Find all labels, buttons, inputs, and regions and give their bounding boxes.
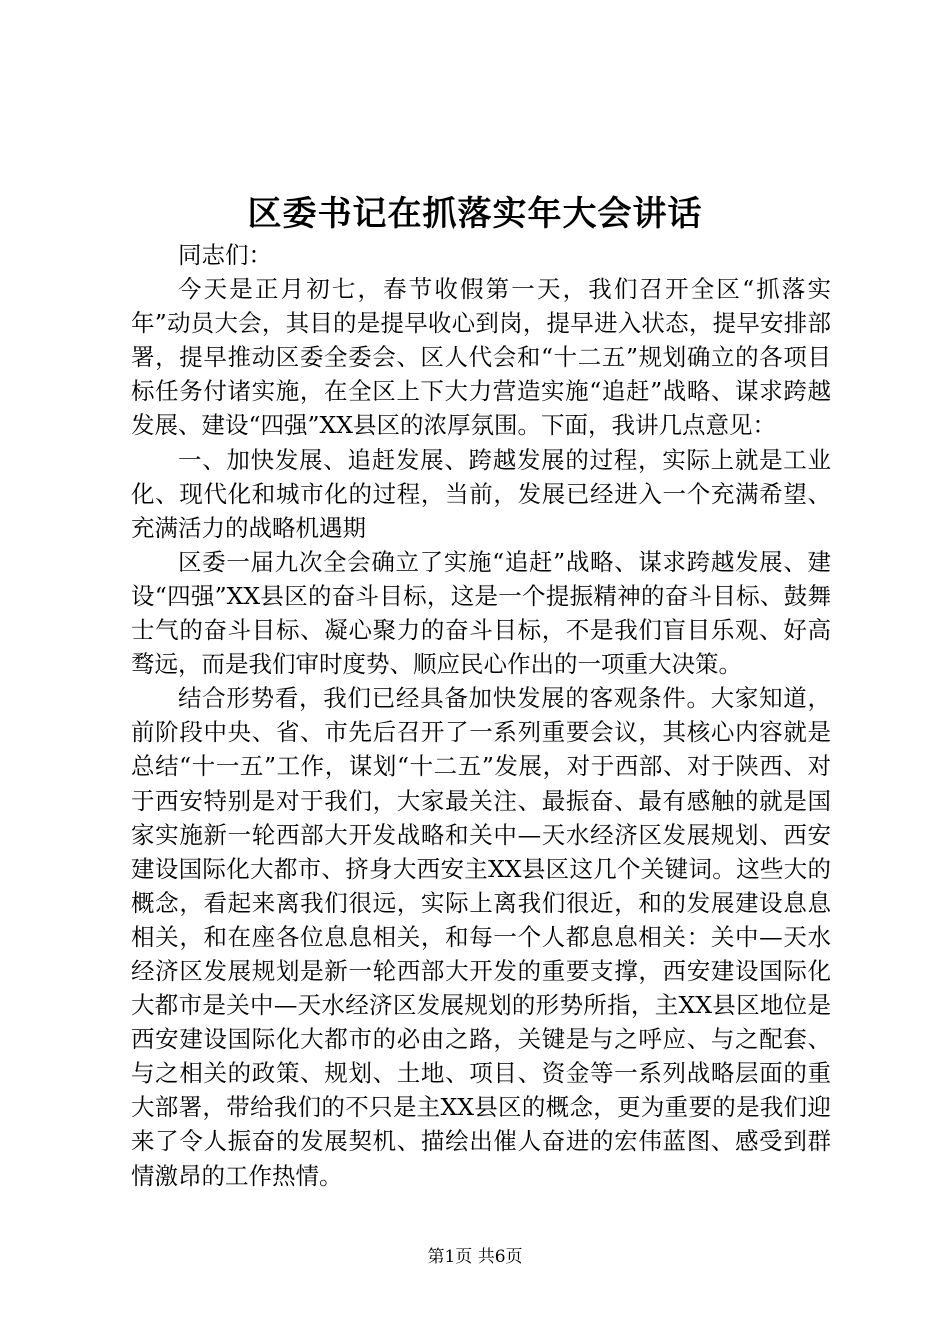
paragraph-3: 区委一届九次全会确立了实施“追赶”战略、谋求跨越发展、建设“四强”XX县区的奋斗目标，这是一个提振精神的奋斗目标、鼓舞士气的奋斗目标、凝心聚力的奋斗目标，不是我们盲目乐观、好高骛远，而是我们审时度势、顺应民心作出的一项重大决策。 [131, 547, 831, 679]
salutation: 同志们： [178, 241, 272, 269]
paragraph-4: 结合形势看，我们已经具备加快发展的客观条件。大家知道，前阶段中央、省、市先后召开了一系列重要会议，其核心内容就是总结“十一五”工作，谋划“十二五”发展，对于西部、对于陕西、对于西安特别是对于我们，大家最关注、最振奋、最有感触的就是国家实施新一轮西部大开发战略和关中—天水经济区发展规划、西安建设国际化大都市、挤身大西安主XX县区这几个关键词。这些大的概念，看起来离我们很远，实际上离我们很近，和的发展建设息息相关，和在座各位息息相关，和每一个人都息息相关：关中—天水经济区发展规划是新一轮西部大开发的重要支撑，西安建设国际化大都市是关中—天水经济区发展规划的形势所指，主XX县区地位是西安建设国际化大都市的必由之路，关键是与之呼应、与之配套、与之相关的政策、规划、土地、项目、资金等一系列战略层面的重大部署，带给我们的不只是主XX县区的概念，更为重要的是我们迎来了令人振奋的发展契机、描绘出催人奋进的宏伟蓝图、感受到群情激昂的工作热情。 [131, 684, 831, 1190]
paragraph-1: 今天是正月初七，春节收假第一天，我们召开全区“抓落实年”动员大会，其目的是提早收心到岗，提早进入状态，提早安排部署，提早推动区委全委会、区人代会和“十二五”规划确立的各项目标任务付诸实施，在全区上下大力营造实施“追赶”战略、谋求跨越发展、建设“四强”XX县区的浓厚氛围。下面，我讲几点意见： [131, 275, 831, 440]
paragraph-2: 一、加快发展、追赶发展、跨越发展的过程，实际上就是工业化、现代化和城市化的过程，当前，发展已经进入一个充满希望、充满活力的战略机遇期 [131, 445, 831, 542]
document-body [131, 238, 831, 1193]
page-footer: 第1页 共6页 [427, 1247, 523, 1267]
document-title: 区委书记在抓落实年大会讲话 [247, 194, 703, 234]
